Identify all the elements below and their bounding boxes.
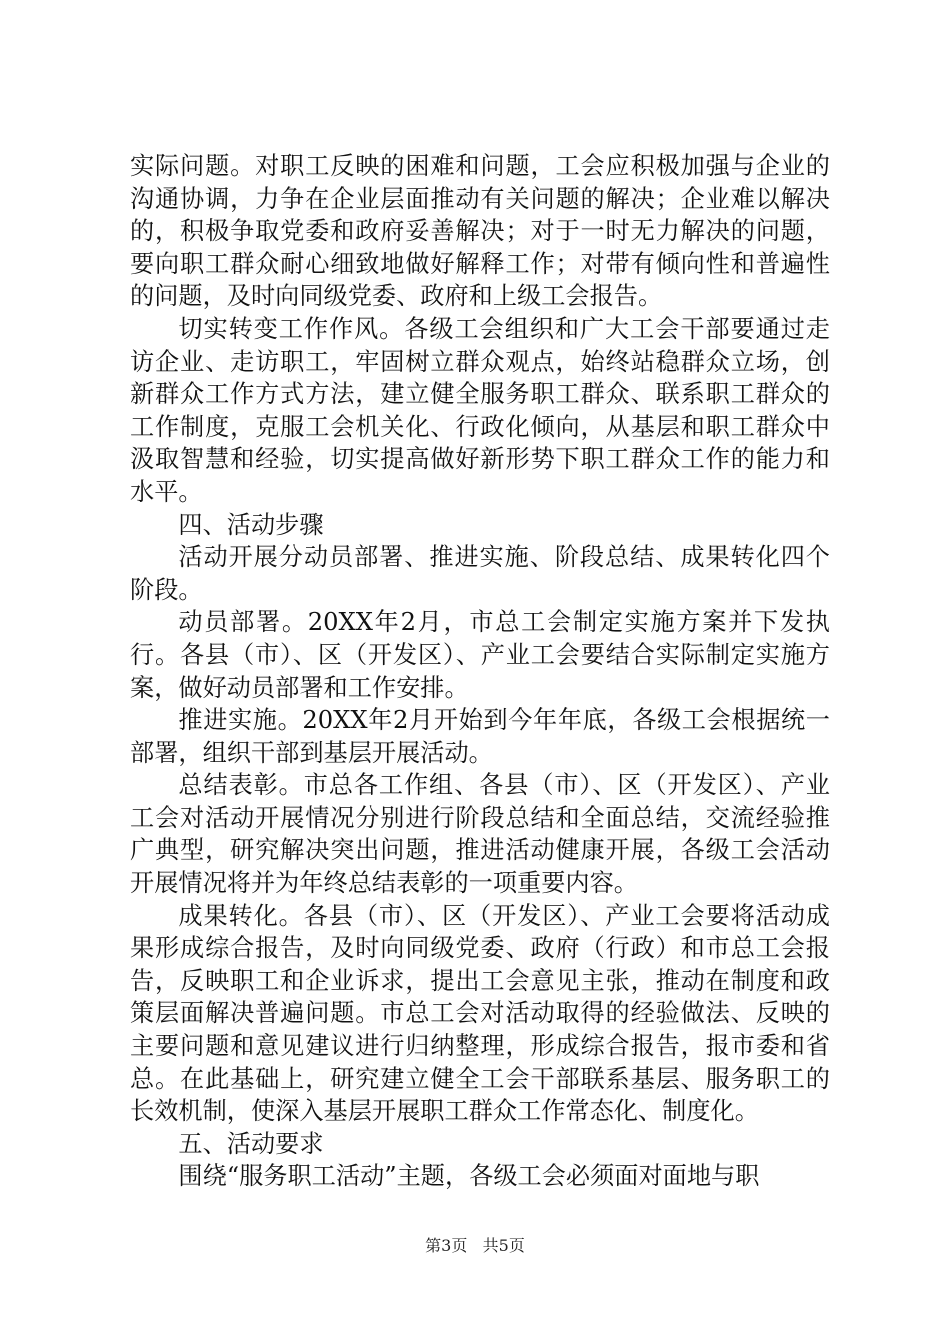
paragraph: 实际问题。对职工反映的困难和问题，工会应积极加强与企业的沟通协调，力争在企业层面推动有关问题的解决；企业难以解决的，积极争取党委和政府妥善解决；对于一时无力解决的问题，要向职工群众耐心细致地做好解释工作；对带有倾向性和普遍性的问题，及时向同级党委、政府和上级工会报告。	[130, 152, 830, 311]
document-body	[130, 150, 830, 1193]
paragraph: 活动开展分动员部署、推进实施、阶段总结、成果转化四个阶段。	[130, 543, 830, 604]
page-number: 第3页	[425, 1236, 468, 1255]
paragraph: 围绕“服务职工活动”主题，各级工会必须面对面地与职	[178, 1162, 760, 1191]
paragraph: 成果转化。各县（市）、区（开发区）、产业工会要将活动成果形成综合报告，及时向同级党委、政府（行政）和市总工会报告，反映职工和企业诉求，提出工会意见主张，推动在制度和政策层面解决普遍问题。市总工会对活动取得的经验做法、反映的主要问题和意见建议进行归纳整理，形成综合报告，报市委和省总。在此基础上，研究建立健全工会干部联系基层、服务职工的长效机制，使深入基层开展职工群众工作常态化、制度化。	[130, 901, 830, 1126]
paragraph: 切实转变工作作风。各级工会组织和广大工会干部要通过走访企业、走访职工，牢固树立群众观点，始终站稳群众立场，创新群众工作方式方法，建立健全服务职工群众、联系职工群众的工作制度，克服工会机关化、行政化倾向，从基层和职工群众中汲取智慧和经验，切实提高做好新形势下职工群众工作的能力和水平。	[130, 314, 830, 506]
paragraph: 总结表彰。市总各工作组、各县（市）、区（开发区）、产业工会对活动开展情况分别进行阶段总结和全面总结，交流经验推广典型，研究解决突出问题，推进活动健康开展，各级工会活动开展情况将并为年终总结表彰的一项重要内容。	[130, 771, 830, 898]
page-footer	[0, 1233, 950, 1256]
section-heading: 四、活动步骤	[178, 510, 324, 539]
paragraph: 推进实施。20XX年2月开始到今年年底，各级工会根据统一部署，组织干部到基层开展活动。	[130, 706, 830, 767]
page-total: 共5页	[482, 1236, 525, 1255]
paragraph: 动员部署。20XX年2月，市总工会制定实施方案并下发执行。各县（市）、区（开发区）、产业工会要结合实际制定实施方案，做好动员部署和工作安排。	[130, 608, 830, 702]
section-heading: 五、活动要求	[178, 1129, 324, 1158]
